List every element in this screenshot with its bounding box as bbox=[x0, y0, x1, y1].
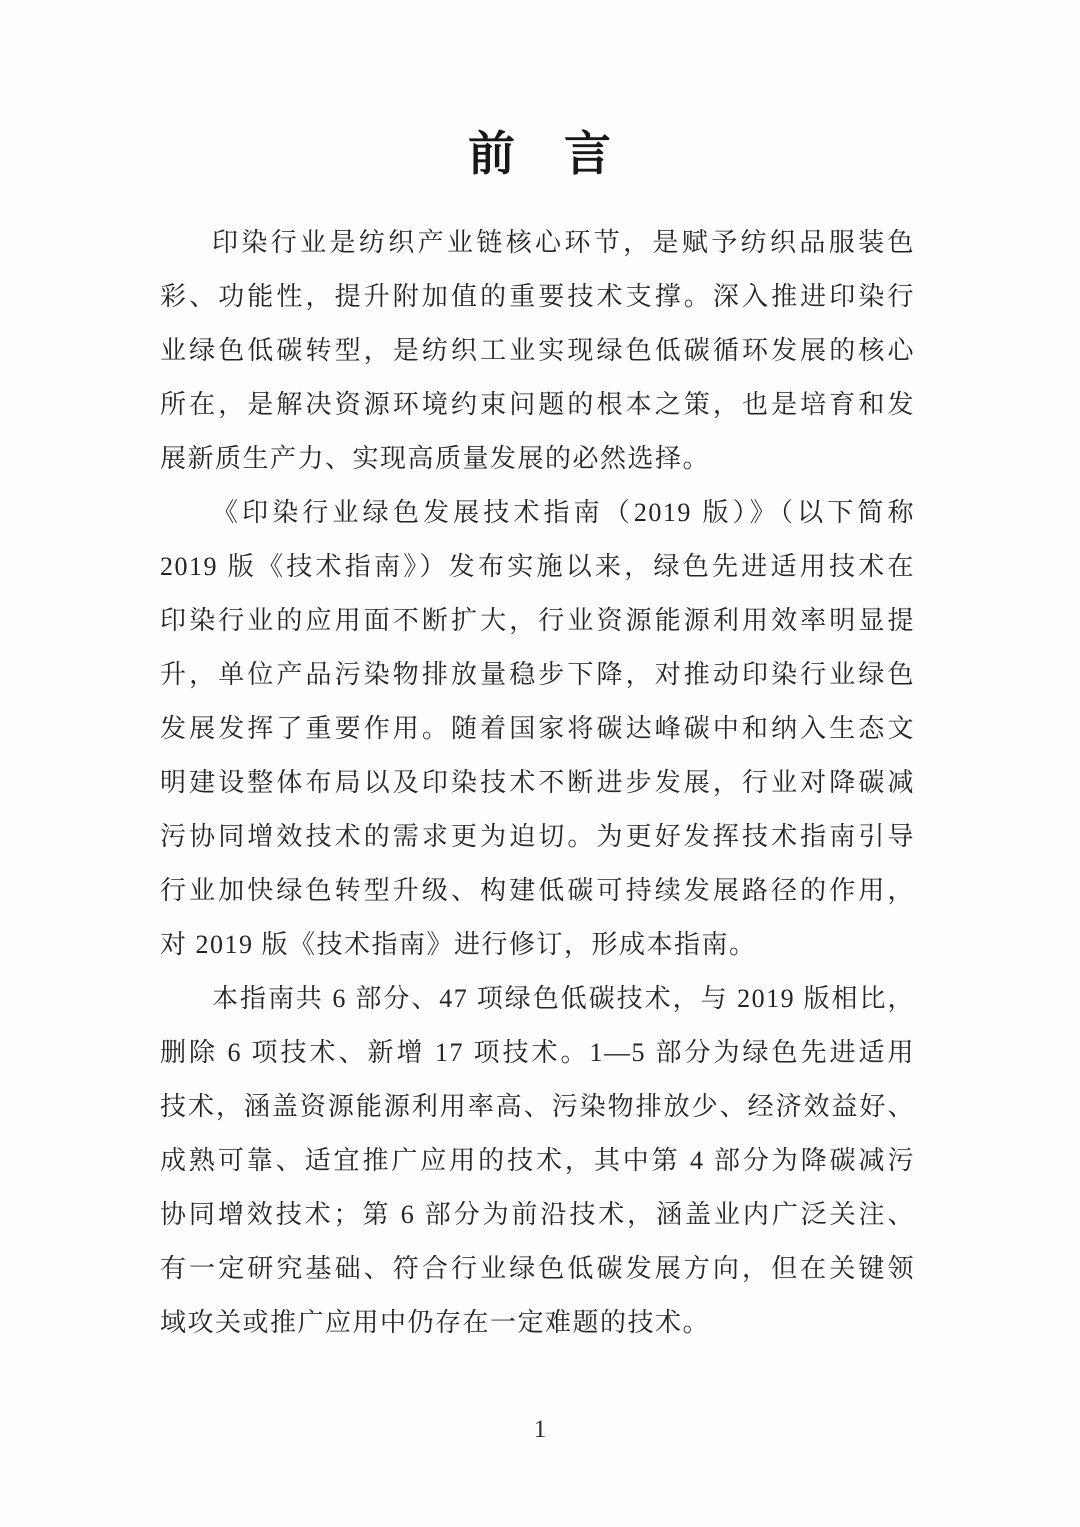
text-line: 印染行业的应用面不断扩大，行业资源能源利用效率明显提 bbox=[160, 606, 915, 635]
document-body bbox=[160, 216, 915, 1350]
text-line: 发展发挥了重要作用。随着国家将碳达峰碳中和纳入生态文 bbox=[160, 714, 915, 743]
text-line: 升，单位产品污染物排放量稳步下降，对推动印染行业绿色 bbox=[160, 660, 915, 689]
paragraph bbox=[160, 486, 915, 972]
text-line: 《印染行业绿色发展技术指南（2019 版）》（以下简称 bbox=[212, 498, 915, 527]
text-line: 污协同增效技术的需求更为迫切。为更好发挥技术指南引导 bbox=[160, 822, 915, 851]
text-line: 域攻关或推广应用中仍存在一定难题的技术。 bbox=[160, 1308, 711, 1337]
text-line: 印染行业是纺织产业链核心环节，是赋予纺织品服装色 bbox=[212, 228, 915, 257]
text-line: 技术，涵盖资源能源利用率高、污染物排放少、经济效益好、 bbox=[160, 1092, 915, 1121]
text-line: 有一定研究基础、符合行业绿色低碳发展方向，但在关键领 bbox=[160, 1254, 915, 1283]
text-line: 展新质生产力、实现高质量发展的必然选择。 bbox=[160, 444, 711, 473]
text-line: 明建设整体布局以及印染技术不断进步发展，行业对降碳减 bbox=[160, 768, 915, 797]
text-line: 所在，是解决资源环境约束问题的根本之策，也是培育和发 bbox=[160, 390, 915, 419]
text-line: 2019 版《技术指南》）发布实施以来，绿色先进适用技术在 bbox=[160, 552, 915, 581]
text-line: 业绿色低碳转型，是纺织工业实现绿色低碳循环发展的核心 bbox=[160, 336, 915, 365]
page-footer bbox=[0, 1416, 1080, 1444]
text-line: 行业加快绿色转型升级、构建低碳可持续发展路径的作用， bbox=[160, 876, 915, 905]
text-line: 对 2019 版《技术指南》进行修订，形成本指南。 bbox=[160, 930, 757, 959]
page-title: 前 言 bbox=[468, 129, 612, 181]
paragraph bbox=[160, 216, 915, 486]
text-line: 本指南共 6 部分、47 项绿色低碳技术，与 2019 版相比， bbox=[212, 984, 915, 1013]
paragraph bbox=[160, 972, 915, 1350]
text-line: 协同增效技术；第 6 部分为前沿技术，涵盖业内广泛关注、 bbox=[160, 1200, 915, 1229]
text-line: 成熟可靠、适宜推广应用的技术，其中第 4 部分为降碳减污 bbox=[160, 1146, 915, 1175]
text-line: 删除 6 项技术、新增 17 项技术。1—5 部分为绿色先进适用 bbox=[160, 1038, 915, 1067]
page-number: 1 bbox=[533, 1416, 547, 1443]
text-line: 彩、功能性，提升附加值的重要技术支撑。深入推进印染行 bbox=[160, 282, 915, 311]
